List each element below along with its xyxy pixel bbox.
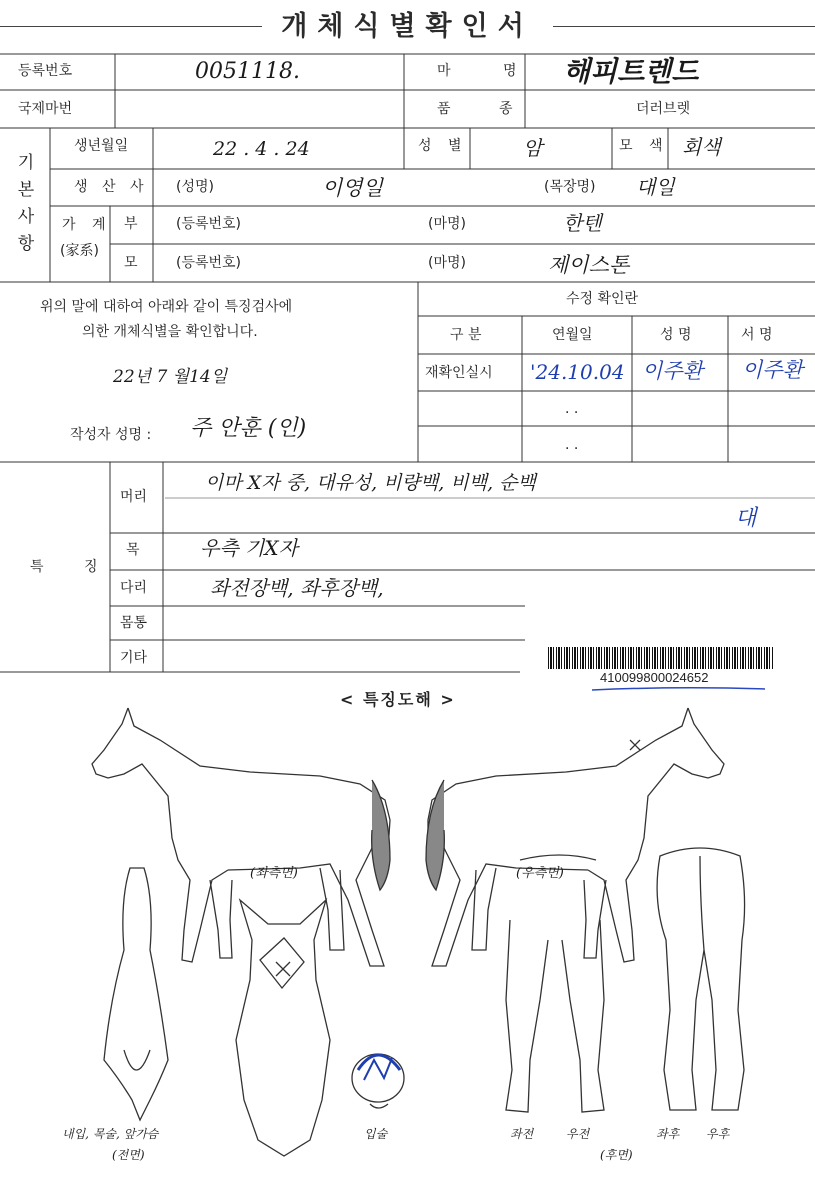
sex-label: 성 별 [418, 138, 468, 154]
writer-label: 작성자 성명 : [70, 427, 152, 443]
front-label: (전면) [112, 1148, 145, 1162]
front-legs-view [506, 855, 604, 1112]
revision-header-name: 성 명 [660, 327, 692, 343]
rear-view [657, 848, 744, 1110]
revision-row-name: 이주환 [642, 359, 703, 383]
breeder-name-label: (성명) [176, 179, 214, 195]
feature-other-label: 기타 [120, 650, 148, 666]
name-label: 마 명 [437, 63, 541, 79]
left-side-horse [92, 708, 390, 966]
horse-diagrams [0, 700, 815, 1187]
breeder-name-value: 이영일 [322, 176, 383, 200]
barcode-image [548, 647, 774, 669]
rear-label-lf: 좌전 [510, 1127, 534, 1141]
rear-label: (후면) [600, 1148, 633, 1162]
breed-value: 더러브렛 [636, 101, 691, 117]
feature-body-label: 몸통 [120, 615, 148, 631]
dam-reg-label: (등록번호) [176, 255, 242, 271]
sex-value: 암 [523, 136, 543, 160]
barcode-number: 410099800024652 [600, 670, 709, 685]
feature-legs-label: 다리 [120, 580, 148, 596]
sire-name-value: 한텐 [563, 211, 602, 235]
birth-label: 생년월일 [74, 138, 129, 154]
revision-row-type: 재확인실시 [425, 365, 493, 381]
right-side-horse [426, 708, 724, 966]
front-caption: 내입, 목술, 앞가슴 [62, 1127, 159, 1141]
statement-line-2: 의한 개체식별을 확인합니다. [82, 324, 258, 340]
lips-label: 입술 [364, 1127, 388, 1141]
dam-name-value: 제이스톤 [548, 253, 630, 277]
rear-label-rf: 우전 [566, 1127, 590, 1141]
coat-value: 회색 [682, 135, 721, 159]
intl-number-label: 국제마번 [18, 101, 73, 117]
revision-row-sign: 이주환 [742, 358, 803, 382]
revision-row-date: '24.10.04 [530, 360, 625, 384]
revision-row3-date: . . [565, 437, 579, 453]
feature-legs-value: 좌전장백, 좌후장백, [210, 576, 384, 600]
feature-head-extra: 대 [735, 506, 757, 531]
feature-neck-value: 우측 기X자 [200, 536, 298, 560]
breeder-farm-value: 대일 [636, 175, 675, 199]
pedigree-hanja-label: (家系) [60, 243, 99, 259]
feature-head-value: 이마 X자 중, 대유성, 비량백, 비백, 순백 [205, 472, 536, 494]
sire-label: 부 [124, 216, 138, 232]
dam-name-label: (마명) [428, 255, 466, 271]
basic-section-label: 기본사항 [17, 153, 35, 254]
head-front-view [236, 900, 330, 1156]
breeder-farm-label: (목장명) [544, 179, 596, 195]
date-written: 22년 7 월14일 [113, 367, 228, 387]
revision-row2-date: . . [565, 401, 579, 417]
name-value: 해피트렌드 [563, 55, 699, 88]
revision-title: 수정 확인란 [566, 291, 639, 307]
rear-label-rh: 우후 [706, 1127, 730, 1141]
front-neck-view [104, 868, 168, 1120]
diagram-title: < 특징도해 > [340, 690, 456, 709]
coat-label: 모 색 [619, 138, 669, 154]
right-side-label: (우측면) [516, 866, 564, 881]
breed-label: 품 종 [437, 101, 535, 117]
features-label: 특 징 [30, 559, 116, 575]
dam-label: 모 [124, 255, 138, 271]
revision-header-date: 연월일 [552, 327, 593, 343]
statement-line-1: 위의 말에 대하여 아래와 같이 특징검사에 [40, 299, 293, 315]
rear-label-lh: 좌후 [656, 1127, 680, 1141]
breeder-label: 생 산 사 [74, 179, 149, 195]
birth-value: 22 . 4 . 24 [213, 138, 310, 160]
writer-value: 주 안훈 (인) [190, 416, 307, 441]
pedigree-label: 가 계 [62, 217, 112, 233]
revision-header-sign: 서 명 [741, 327, 773, 343]
lips-diagram [352, 1054, 404, 1108]
sire-name-label: (마명) [428, 216, 466, 232]
feature-head-label: 머리 [120, 489, 148, 505]
sire-reg-label: (등록번호) [176, 216, 242, 232]
registration-value: 0051118. [195, 59, 300, 84]
left-side-label: (좌측면) [250, 866, 298, 881]
revision-header-type: 구 분 [450, 327, 482, 343]
registration-label: 등록번호 [18, 63, 73, 79]
feature-neck-label: 목 [126, 542, 140, 558]
document-title: 개체식별확인서 [281, 11, 534, 42]
